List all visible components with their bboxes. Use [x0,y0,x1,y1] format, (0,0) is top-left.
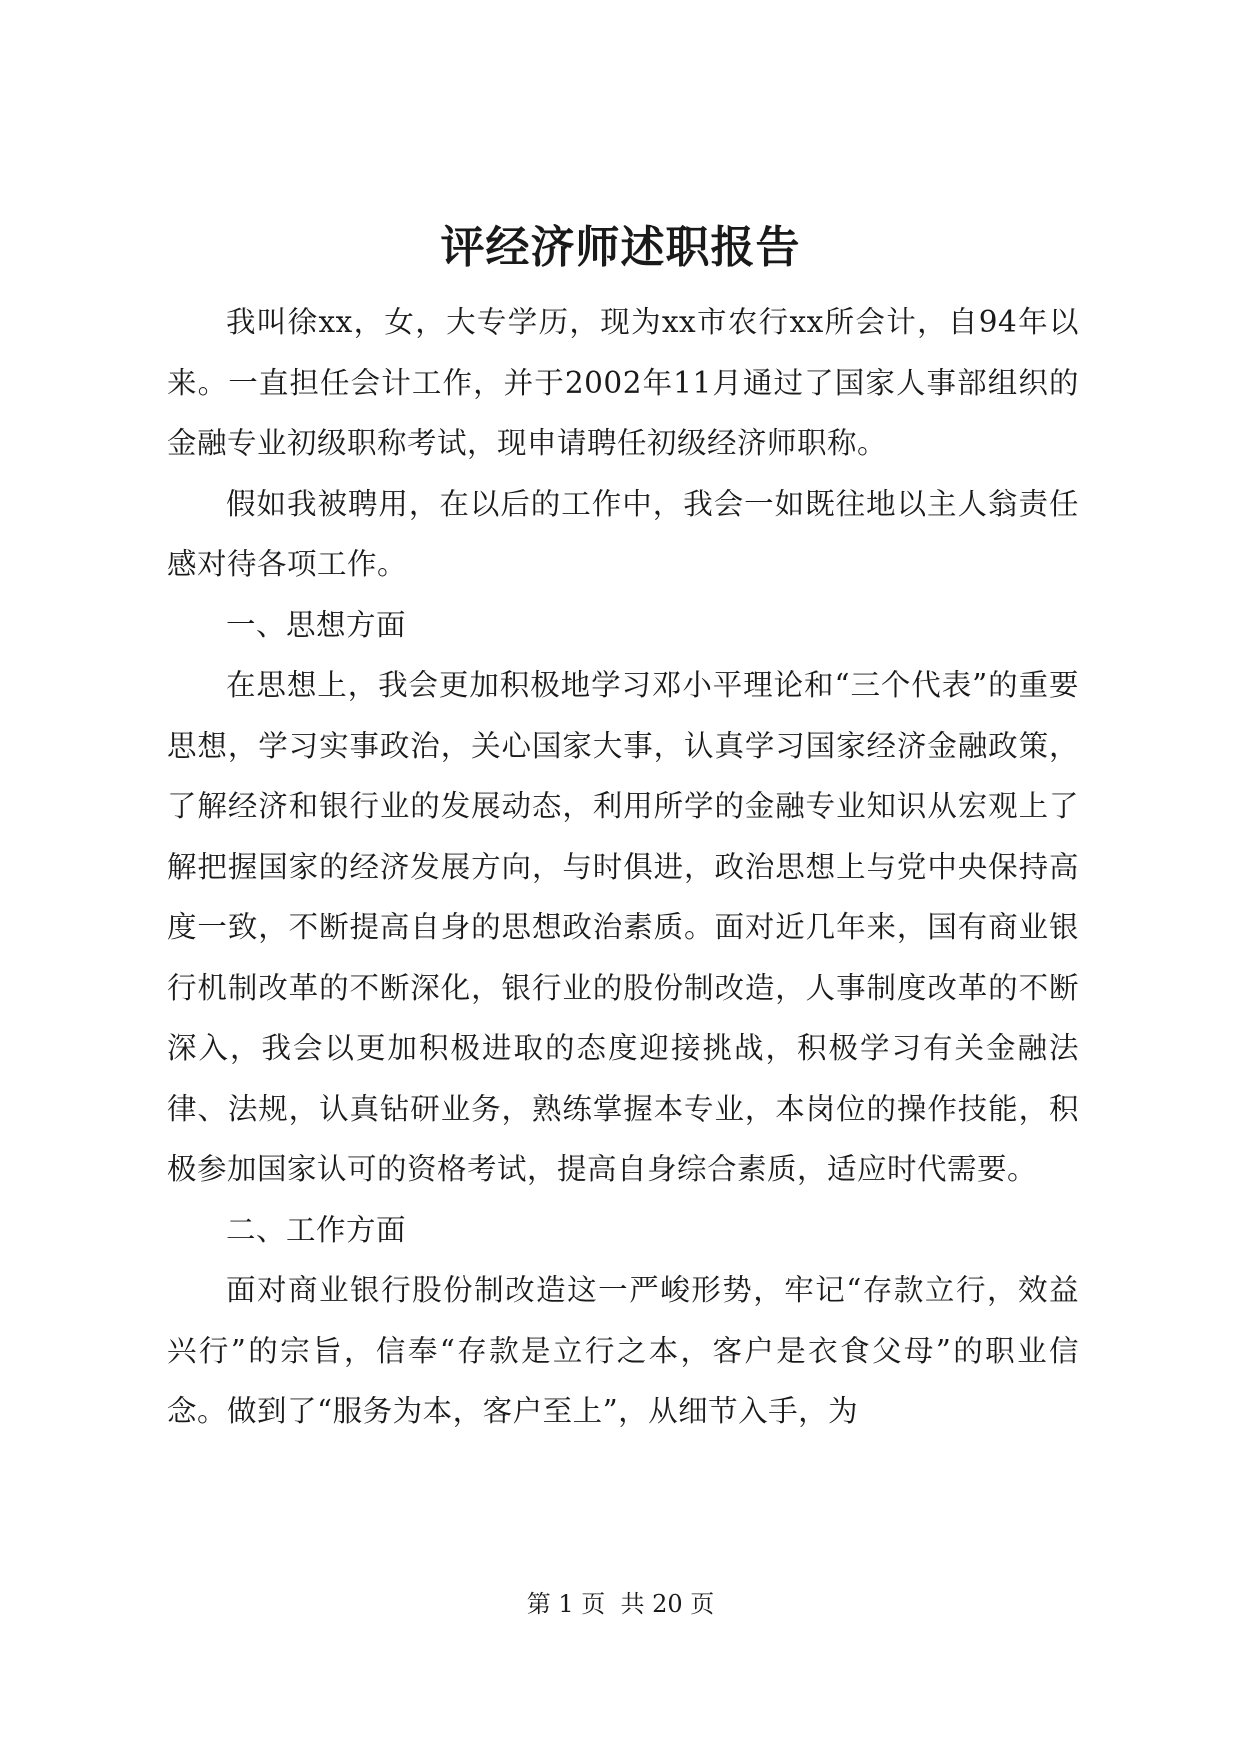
page-footer [0,1588,1241,1620]
document-body [167,292,1079,1442]
section-heading-work: 二、工作方面 [226,1212,407,1247]
page-number: 第 1 页 共 20 页 [526,1590,715,1618]
document-title: 评经济师述职报告 [440,222,801,273]
section-heading-thought: 一、思想方面 [226,607,407,642]
paragraph-commitment: 假如我被聘用，在以后的工作中，我会一如既往地以主人翁责任感对待各项工作。 [167,486,1079,581]
paragraph-thought: 在思想上，我会更加积极地学习邓小平理论和“三个代表”的重要思想，学习实事政治，关心国家大事，认真学习国家经济金融政策，了解经济和银行业的发展动态，利用所学的金融专业知识从宏观上了解把握国家的经济发展方向，与时俱进，政治思想上与党中央保持高度一致，不断提高自身的思想政治素质。面对近几年来，国有商业银行机制改革的不断深化，银行业的股份制改造，人事制度改革的不断深入，我会以更加积极进取的态度迎接挑战，积极学习有关金融法律、法规，认真钻研业务，熟练掌握本专业，本岗位的操作技能，积极参加国家认可的资格考试，提高自身综合素质，适应时代需要。 [167,668,1079,1186]
paragraph-intro: 我叫徐xx，女，大专学历，现为xx市农行xx所会计，自94年以来。一直担任会计工作，并于2002年11月通过了国家人事部组织的金融专业初级职称考试，现申请聘任初级经济师职称。 [167,305,1079,460]
paragraph-work: 面对商业银行股份制改造这一严峻形势，牢记“存款立行，效益兴行”的宗旨，信奉“存款是立行之本，客户是衣食父母”的职业信念。做到了“服务为本，客户至上”，从细节入手，为 [167,1273,1079,1428]
